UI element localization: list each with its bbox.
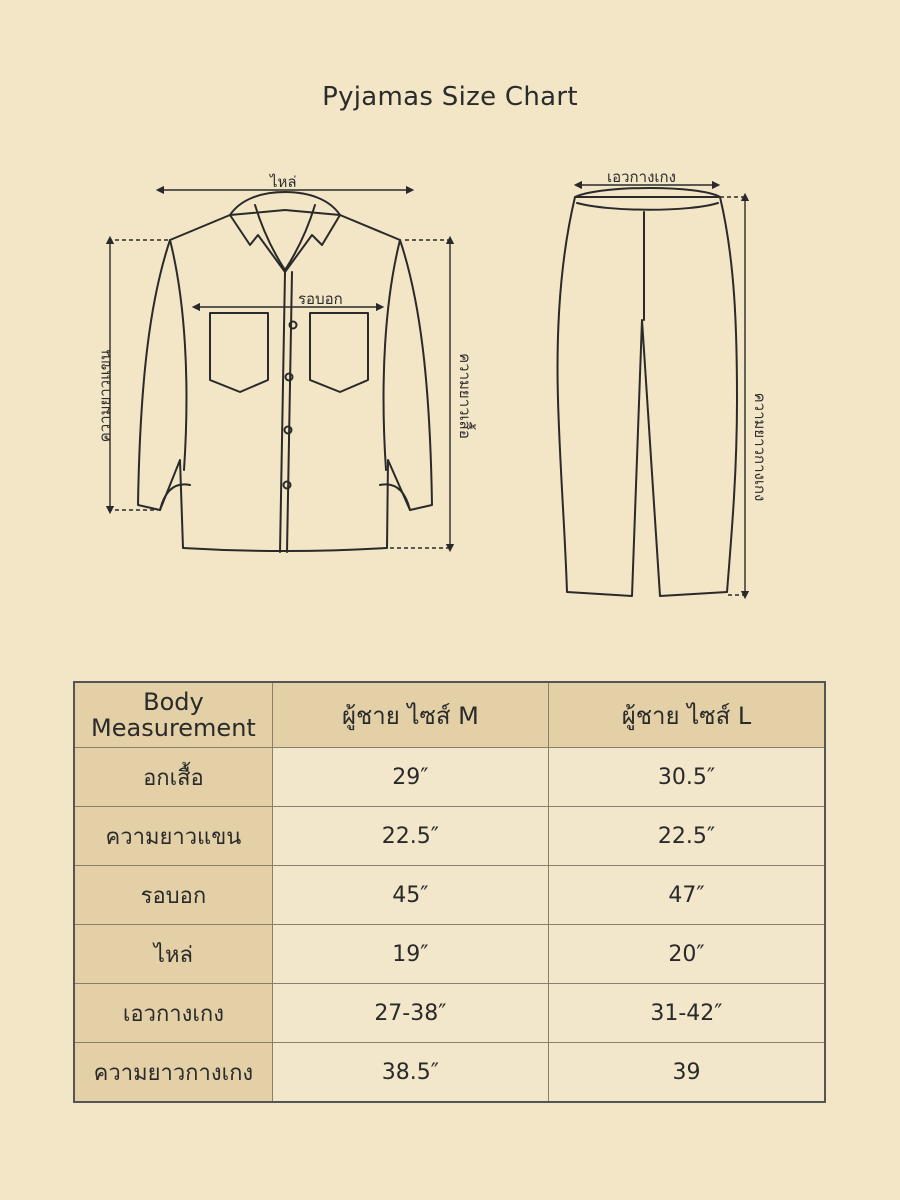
size-m-value: 27-38″ [272,984,548,1043]
row-label: ความยาวแขน [74,807,272,866]
pants-drawing [558,188,737,596]
header-body-measurement [74,682,272,748]
size-l-value: 20″ [548,925,825,984]
size-m-value: 38.5″ [272,1043,548,1103]
pants-length-label: ความยาวกางเกง [751,392,769,502]
size-chart-table [73,681,826,1103]
waist-label: เอวกางเกง [607,168,676,186]
shoulder-label: ไหล่ [270,173,297,191]
row-label: เอวกางเกง [74,984,272,1043]
header-line-2: Measurement [91,714,256,742]
row-label: รอบอก [74,866,272,925]
shirt-drawing [138,192,432,552]
table-row [74,925,825,984]
size-l-value: 31-42″ [548,984,825,1043]
table-row [74,866,825,925]
header-line-1: Body [143,688,204,716]
table-header-row [74,682,825,748]
chest-label: รอบอก [298,290,343,308]
row-label: อกเสื้อ [74,748,272,807]
size-m-value: 45″ [272,866,548,925]
table-row [74,984,825,1043]
size-l-value: 39 [548,1043,825,1103]
size-m-value: 22.5″ [272,807,548,866]
header-size-m: ผู้ชาย ไซส์ M [272,682,548,748]
shirt-length-label: ความยาวเสื้อ [456,353,474,439]
table-row [74,1043,825,1103]
sleeve-length-label: ความยาวแขน [96,349,114,443]
page-title: Pyjamas Size Chart [322,82,578,112]
row-label: ความยาวกางเกง [74,1043,272,1103]
size-m-value: 29″ [272,748,548,807]
size-l-value: 47″ [548,866,825,925]
table-row [74,748,825,807]
row-label: ไหล่ [74,925,272,984]
size-l-value: 30.5″ [548,748,825,807]
size-l-value: 22.5″ [548,807,825,866]
size-m-value: 19″ [272,925,548,984]
header-size-l: ผู้ชาย ไซส์ L [548,682,825,748]
table-row [74,807,825,866]
